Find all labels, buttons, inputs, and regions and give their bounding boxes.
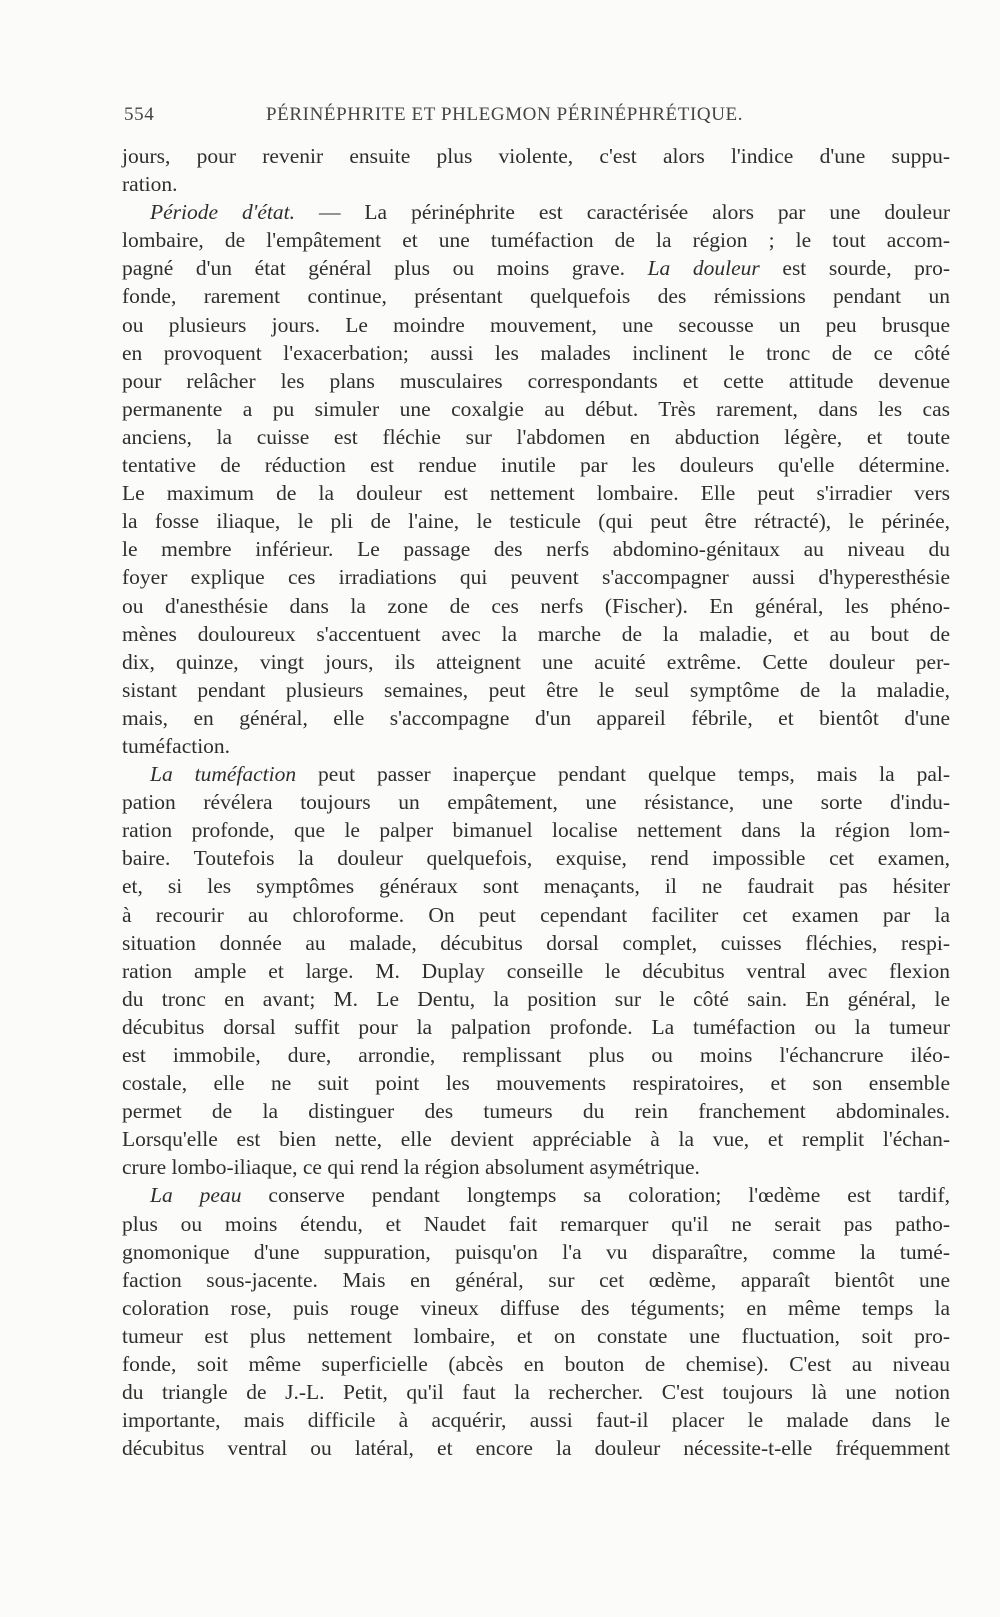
text-run: décubitus ventral ou latéral, et encore la douleur nécessite-t-elle fréquemment	[122, 1436, 950, 1461]
text-line	[122, 957, 950, 985]
text-line	[122, 788, 950, 816]
text-run: à recourir au chloroforme. On peut cependant faciliter cet examen par la	[122, 902, 950, 927]
text-line	[122, 648, 950, 676]
text-line	[122, 367, 950, 395]
text-line	[122, 1378, 950, 1406]
text-run: jours, pour revenir ensuite plus violente, c'est alors l'indice d'une suppu-	[122, 144, 950, 168]
text-line	[122, 1350, 950, 1378]
text-run: pagné d'un état général plus ou moins grave.	[122, 256, 648, 281]
text-line	[122, 339, 950, 367]
text-run: tuméfaction.	[122, 733, 231, 758]
text-line	[122, 620, 950, 648]
text-line	[122, 282, 950, 310]
text-run: situation donnée au malade, décubitus dorsal complet, cuisses fléchies, respi-	[122, 930, 950, 955]
text-line	[122, 1153, 950, 1181]
text-run: fonde, rarement continue, présentant quelquefois des rémissions pendant un	[122, 284, 950, 309]
text-run: ou plusieurs jours. Le moindre mouvement, une secousse un peu brusque	[122, 312, 950, 337]
text-run: sistant pendant plusieurs semaines, peut être le seul symptôme de la maladie,	[122, 677, 950, 702]
text-run: est immobile, dure, arrondie, remplissant plus ou moins l'échancrure iléo-	[122, 1043, 950, 1067]
running-title: PÉRINÉPHRITE ET PHLEGMON PÉRINÉPHRÉTIQUE.	[266, 104, 744, 125]
text-line	[122, 1406, 950, 1434]
text-run: — La périnéphrite est caractérisée alors par une douleur	[295, 200, 950, 225]
body-text	[122, 142, 950, 1462]
text-run: fonde, soit même superficielle (abcès en bouton de chemise). C'est au niveau	[122, 1352, 950, 1377]
text-line	[122, 704, 950, 732]
text-line	[122, 760, 950, 788]
text-run: foyer explique ces irradiations qui peuvent s'accompagner aussi d'hyperesthésie	[122, 565, 950, 590]
text-run: peut passer inaperçue pendant quelque temps, mais la pal-	[296, 762, 950, 787]
text-line	[122, 676, 950, 704]
italic-run: La peau	[150, 1183, 242, 1208]
text-line	[122, 563, 950, 591]
text-line	[122, 732, 950, 760]
text-run: baire. Toutefois la douleur quelquefois, exquise, rend impossible cet examen,	[122, 846, 950, 871]
text-line	[122, 1266, 950, 1294]
text-line	[122, 479, 950, 507]
text-run: permet de la distinguer des tumeurs du rein franchement abdominales.	[122, 1099, 950, 1124]
text-line	[122, 929, 950, 957]
text-run: permanente a pu simuler une coxalgie au début. Très rarement, dans les cas	[122, 396, 950, 421]
text-run: faction sous-jacente. Mais en général, sur cet œdème, apparaît bientôt une	[122, 1267, 950, 1292]
text-line	[122, 311, 950, 339]
text-run: du triangle de J.-L. Petit, qu'il faut la rechercher. C'est toujours là une notion	[122, 1380, 950, 1405]
text-line	[122, 1097, 950, 1125]
text-run: mais, en général, elle s'accompagne d'un appareil fébrile, et bientôt d'une	[122, 705, 950, 730]
italic-run: La douleur	[647, 256, 760, 281]
text-run: anciens, la cuisse est fléchie sur l'abdomen en abduction légère, et toute	[122, 424, 950, 449]
text-line	[122, 142, 950, 170]
text-run: et, si les symptômes généraux sont menaçants, il ne faudrait pas hésiter	[122, 874, 950, 899]
text-run: tumeur est plus nettement lombaire, et on constate une fluctuation, soit pro-	[122, 1323, 950, 1348]
text-run: mènes douloureux s'accentuent avec la marche de la maladie, et au bout de	[122, 621, 950, 646]
text-run: Le maximum de la douleur est nettement lombaire. Elle peut s'irradier vers	[122, 481, 950, 506]
text-line	[122, 1322, 950, 1350]
page-number: 554	[124, 104, 155, 125]
text-run: dix, quinze, vingt jours, ils atteignent une acuité extrême. Cette douleur per-	[122, 649, 950, 674]
text-line	[122, 535, 950, 563]
text-run: ration profonde, que le palper bimanuel localise nettement dans la région lom-	[122, 818, 950, 843]
text-line	[122, 170, 950, 198]
text-run: gnomonique d'une suppuration, puisqu'on l'a vu disparaître, comme la tumé-	[122, 1239, 950, 1264]
italic-run: La tuméfaction	[150, 762, 297, 787]
text-line	[122, 1238, 950, 1266]
text-run: conserve pendant longtemps sa coloration; l'œdème est tardif,	[241, 1183, 951, 1208]
text-run: le membre inférieur. Le passage des nerfs abdomino-génitaux au niveau du	[122, 537, 950, 562]
text-line	[122, 507, 950, 535]
text-run: lombaire, de l'empâtement et une tuméfaction de la région ; le tout accom-	[122, 228, 950, 253]
text-run: est sourde, pro-	[759, 256, 950, 281]
text-run: crure lombo-iliaque, ce qui rend la région absolument asymétrique.	[122, 1155, 700, 1180]
text-line	[122, 592, 950, 620]
text-line	[122, 872, 950, 900]
text-run: en provoquent l'exacerbation; aussi les malades inclinent le tronc de ce côté	[122, 340, 950, 365]
text-line	[122, 254, 950, 282]
text-run: la fosse iliaque, le pli de l'aine, le testicule (qui peut être rétracté), le périnée,	[122, 509, 950, 534]
text-line	[122, 1069, 950, 1097]
text-line	[122, 451, 950, 479]
text-line	[122, 1181, 950, 1209]
text-line	[122, 1294, 950, 1322]
text-line	[122, 198, 950, 226]
text-line	[122, 423, 950, 451]
text-line	[122, 226, 950, 254]
text-run: costale, elle ne suit point les mouvements respiratoires, et son ensemble	[122, 1071, 950, 1096]
text-run: ou d'anesthésie dans la zone de ces nerfs (Fischer). En général, les phéno-	[122, 593, 950, 618]
text-run: importante, mais difficile à acquérir, aussi faut-il placer le malade dans le	[122, 1408, 950, 1433]
text-run: Lorsqu'elle est bien nette, elle devient appréciable à la vue, et remplit l'échan-	[122, 1127, 950, 1152]
text-run: coloration rose, puis rouge vineux diffuse des téguments; en même temps la	[122, 1295, 950, 1320]
text-run: pour relâcher les plans musculaires correspondants et cette attitude devenue	[122, 368, 950, 393]
text-run: ration ample et large. M. Duplay conseille le décubitus ventral avec flexion	[122, 958, 950, 983]
text-run: du tronc en avant; M. Le Dentu, la position sur le côté sain. En général, le	[122, 986, 950, 1011]
running-head	[124, 104, 954, 130]
text-line	[122, 844, 950, 872]
text-line	[122, 985, 950, 1013]
text-line	[122, 901, 950, 929]
text-line	[122, 1210, 950, 1238]
italic-run: Période d'état.	[150, 200, 295, 225]
text-run: pation révélera toujours un empâtement, une résistance, une sorte d'indu-	[122, 790, 950, 815]
text-run: tentative de réduction est rendue inutile par les douleurs qu'elle détermine.	[122, 453, 950, 478]
text-run: décubitus dorsal suffit pour la palpation profonde. La tuméfaction ou la tumeur	[122, 1014, 950, 1039]
text-line	[122, 1041, 950, 1069]
text-run: plus ou moins étendu, et Naudet fait remarquer qu'il ne serait pas patho-	[122, 1211, 950, 1236]
text-line	[122, 1013, 950, 1041]
text-line	[122, 395, 950, 423]
text-line	[122, 1125, 950, 1153]
text-line	[122, 816, 950, 844]
text-line	[122, 1434, 950, 1462]
text-run: ration.	[122, 172, 178, 197]
